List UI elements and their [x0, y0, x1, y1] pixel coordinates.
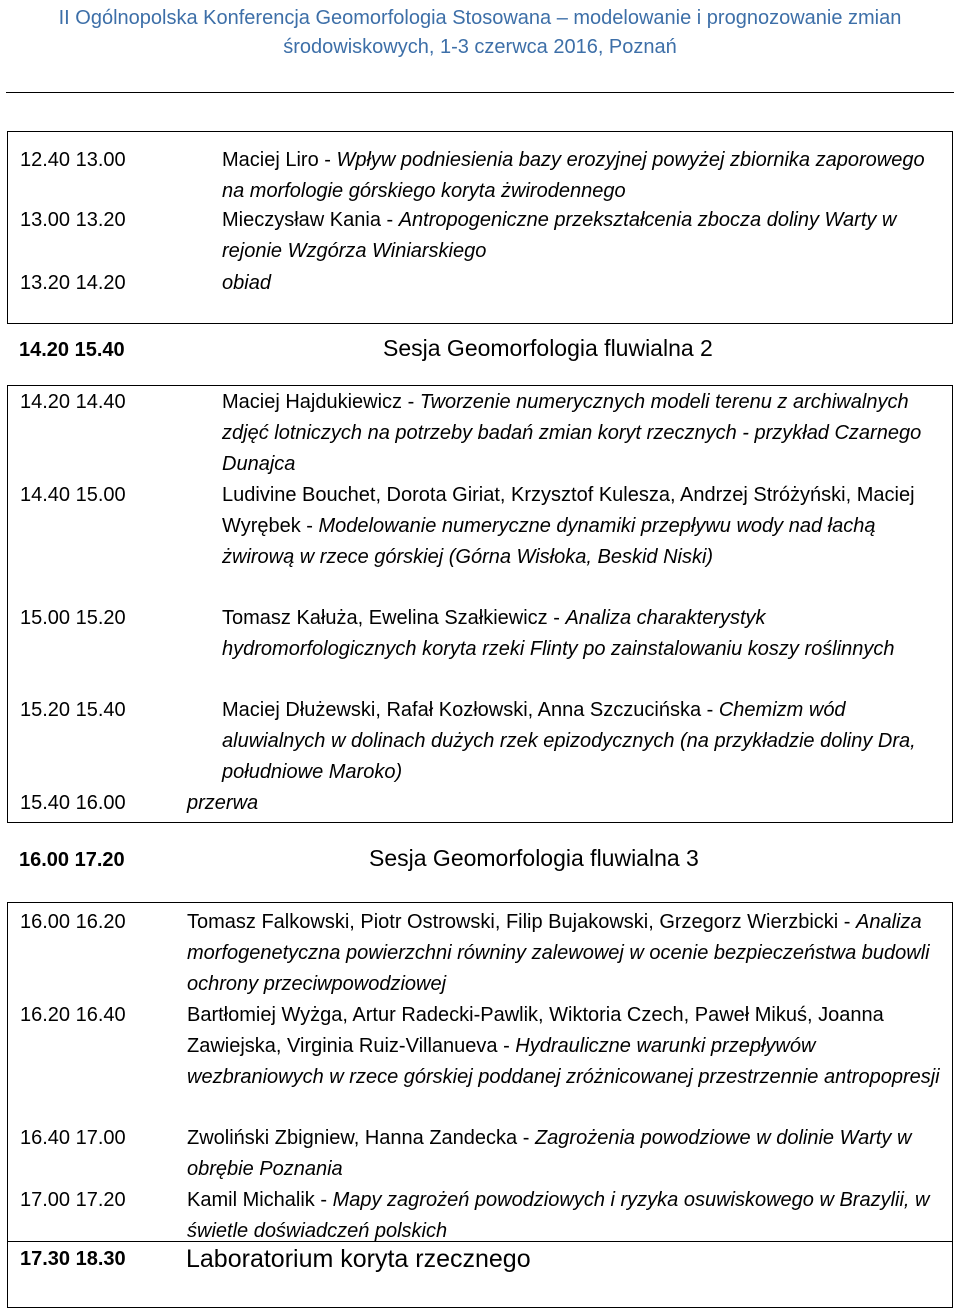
- row-text: [222, 205, 948, 267]
- row-time: 16.40 17.00: [20, 1127, 126, 1149]
- schedule-block-1: [7, 131, 953, 324]
- row-title: Analiza charakterystyk hydromorfologicznych koryta rzeki Flinty po zainstalowaniu koszy roślinnych: [222, 607, 895, 660]
- row-title: Analiza morfogenetyczna powierzchni równiny zalewowej w ocenie bezpieczeństwa budowli ochrony przeciwpowodziowej: [187, 911, 930, 995]
- row-title: Zagrożenia powodziowe w dolinie Warty w obrębie Poznania: [187, 1127, 912, 1180]
- row-text: [187, 1000, 947, 1093]
- row-text: [187, 788, 913, 819]
- header-divider: [6, 92, 954, 93]
- row-text: [222, 695, 948, 788]
- row-title: Mapy zagrożeń powodziowych i ryzyka osuwiskowego w Brazylii, w świetle doświadczeń polskich: [187, 1189, 930, 1242]
- row-time: 15.20 15.40: [20, 699, 126, 721]
- row-time: 13.20 14.20: [20, 272, 126, 294]
- schedule-block-2: [7, 385, 953, 823]
- row-title: Antropogeniczne przekształcenia zbocza doliny Warty w rejonie Wzgórza Winiarskiego: [222, 209, 897, 262]
- row-title: Wpływ podniesienia bazy erozyjnej powyżej zbiornika zaporowego na morfologie górskiego koryta żwirodennego: [222, 149, 925, 202]
- header-line-1: II Ogólnopolska Konferencja Geomorfologia Stosowana – modelowanie i prognozowanie zmian: [58, 7, 902, 29]
- session-3-heading: [7, 834, 953, 892]
- session-title: Sesja Geomorfologia fluwialna 2: [383, 335, 713, 361]
- row-time: 15.40 16.00: [20, 792, 126, 814]
- row-title: Tworzenie numerycznych modeli terenu z archiwalnych zdjęć lotniczych na potrzeby badań zmian koryt rzecznych - przykład Czarnego Dunajca: [222, 391, 922, 475]
- schedule-block-3: [7, 902, 953, 1308]
- row-speaker: Maciej Liro -: [222, 149, 337, 171]
- row-text: [222, 603, 948, 665]
- row-time: 13.00 13.20: [20, 209, 126, 231]
- lab-title: Laboratorium koryta rzecznego: [186, 1245, 531, 1273]
- header-line-2: środowiskowych, 1-3 czerwca 2016, Poznań: [283, 36, 677, 58]
- row-title: obiad: [222, 272, 271, 294]
- row-text: [187, 907, 947, 1000]
- row-title: Modelowanie numeryczne dynamiki przepływu wody nad łachą żwirową w rzece górskiej (Górna Wisłoka, Beskid Niski): [222, 515, 876, 568]
- row-time: 12.40 13.00: [20, 149, 126, 171]
- row-time: 16.00 16.20: [20, 911, 126, 933]
- row-speaker: Zwoliński Zbigniew, Hanna Zandecka -: [187, 1127, 535, 1149]
- row-time: 14.20 14.40: [20, 391, 126, 413]
- row-text: [222, 145, 948, 207]
- session-title: Sesja Geomorfologia fluwialna 3: [369, 845, 699, 871]
- session-time: 16.00 17.20: [19, 849, 125, 871]
- row-text: [222, 480, 948, 573]
- row-speaker: Tomasz Falkowski, Piotr Ostrowski, Filip Bujakowski, Grzegorz Wierzbicki -: [187, 911, 857, 933]
- row-speaker: Ludivine Bouchet, Dorota Giriat, Krzysztof Kulesza, Andrzej Stróżyński, Maciej Wyrębek -: [222, 484, 915, 537]
- row-title: przerwa: [187, 792, 259, 814]
- row-title: Hydrauliczne warunki przepływów wezbraniowych w rzece górskiej poddanej zróżnicowanej przestrzennie antropopresji: [187, 1035, 940, 1088]
- row-speaker: Maciej Dłużewski, Rafał Kozłowski, Anna Szczucińska -: [222, 699, 719, 721]
- lab-time: 17.30 18.30: [20, 1248, 126, 1270]
- row-time: 15.00 15.20: [20, 607, 126, 629]
- row-time: 14.40 15.00: [20, 484, 126, 506]
- row-speaker: Mieczysław Kania -: [222, 209, 399, 231]
- row-title: Chemizm wód aluwialnych w dolinach dużych rzek epizodycznych (na przykładzie doliny Dra, południowe Maroko): [222, 699, 916, 783]
- session-time: 14.20 15.40: [19, 339, 125, 361]
- row-text: [222, 387, 948, 480]
- session-2-heading: [7, 324, 953, 382]
- row-text: [187, 1123, 947, 1185]
- row-text: [187, 1185, 947, 1247]
- row-speaker: Bartłomiej Wyżga, Artur Radecki-Pawlik, Wiktoria Czech, Paweł Mikuś, Joanna Zawiejska, Virginia Ruiz-Villanueva -: [187, 1004, 884, 1057]
- row-time: 16.20 16.40: [20, 1004, 126, 1026]
- row-speaker: Maciej Hajdukiewicz -: [222, 391, 420, 413]
- row-divider: [8, 1241, 952, 1242]
- row-speaker: Tomasz Kałuża, Ewelina Szałkiewicz -: [222, 607, 566, 629]
- row-speaker: Kamil Michalik -: [187, 1189, 333, 1211]
- row-time: 17.00 17.20: [20, 1189, 126, 1211]
- row-text: [222, 268, 948, 299]
